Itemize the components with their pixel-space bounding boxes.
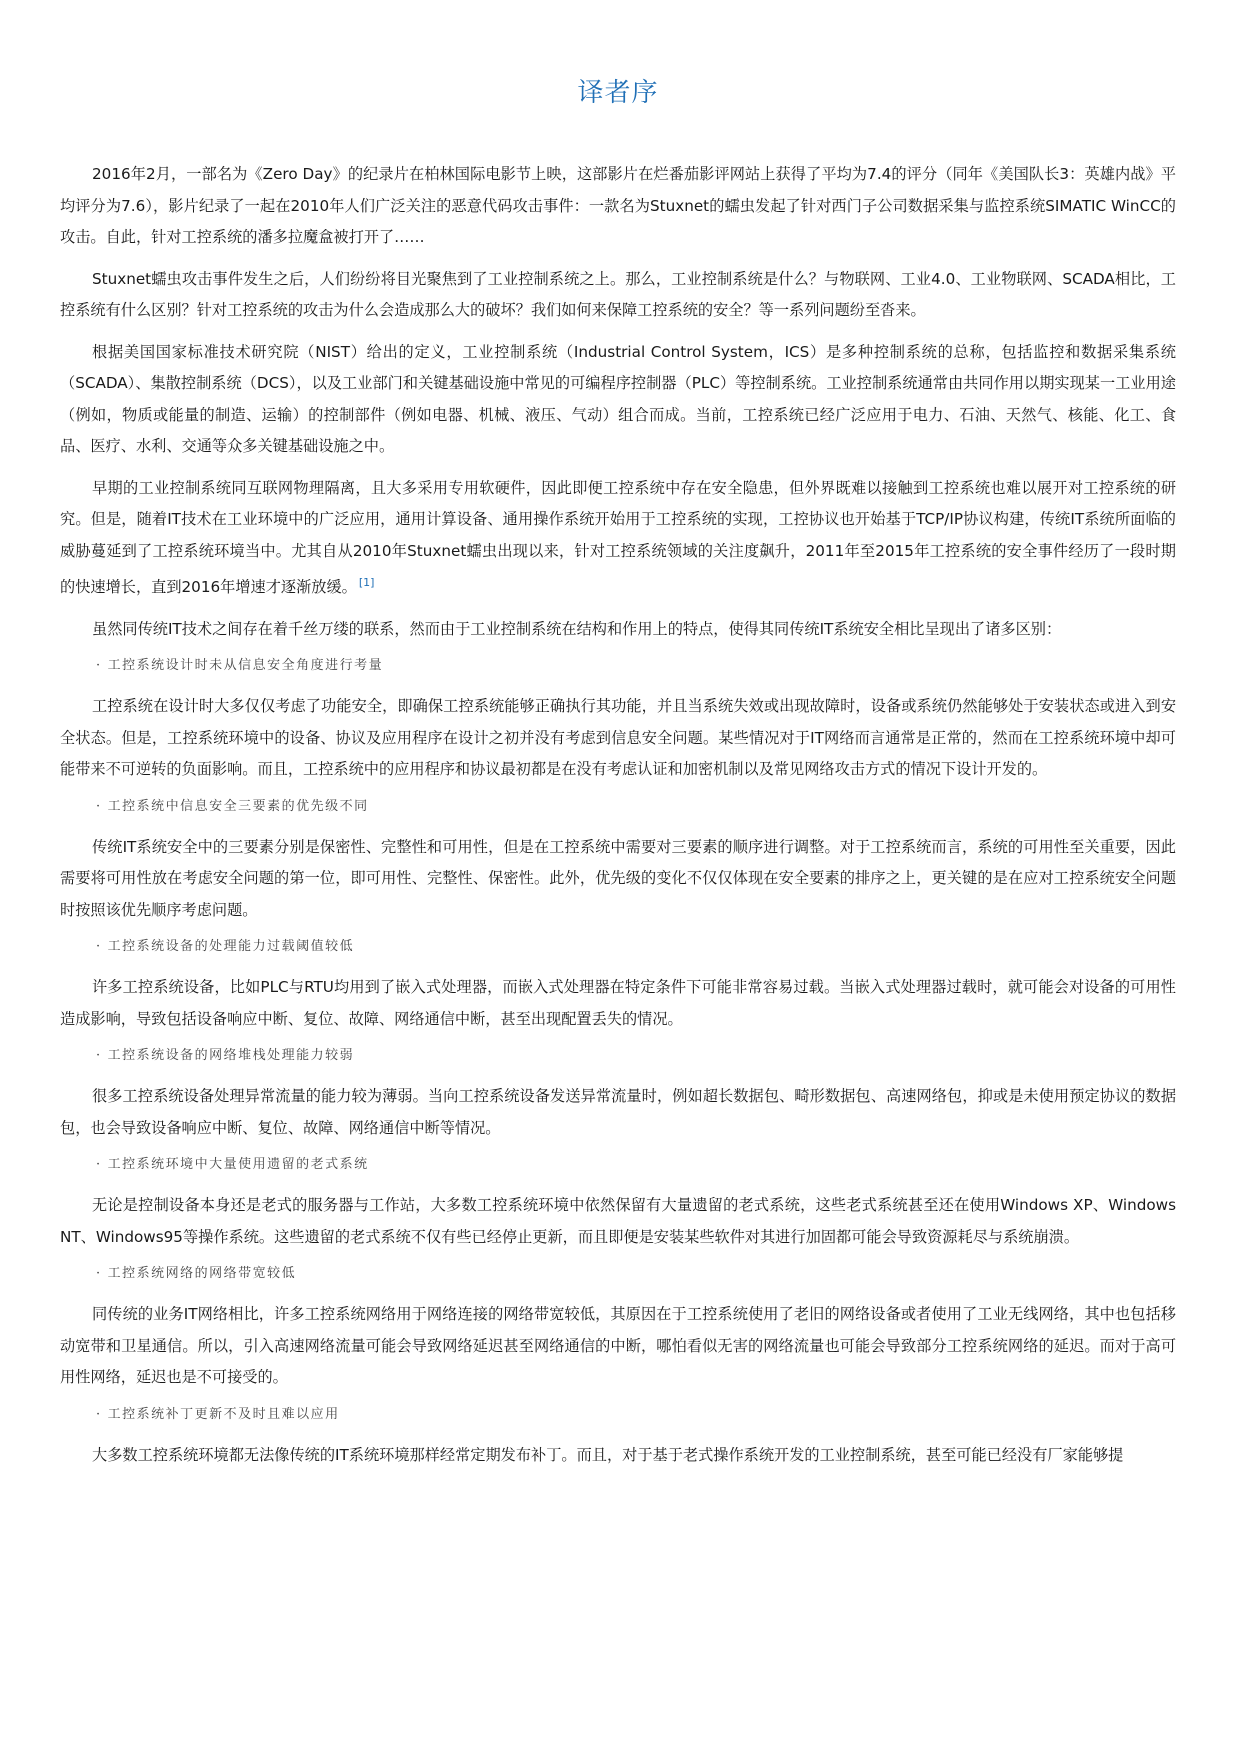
paragraph: 无论是控制设备本身还是老式的服务器与工作站，大多数工控系统环境中依然保留有大量遗留的老式系统，这些老式系统甚至还在使用Windows XP、Windows NT、Windows95等操作系统。这些遗留的老式系统不仅有些已经停止更新，而且即便是安装某些软件对其进行加固都可能会导致资源耗尽与系统崩溃。 bbox=[60, 1196, 1176, 1246]
bullet-text: 工控系统补丁更新不及时且难以应用 bbox=[107, 1406, 340, 1422]
paragraph: 根据美国国家标准技术研究院（NIST）给出的定义，工业控制系统（Industrial Control System，ICS）是多种控制系统的总称，包括监控和数据采集系统（SCADA）、集散控制系统（DCS），以及工业部门和关键基础设施中常见的可编程序控制器（PLC）等控制系统。工业控制系统通常由共同作用以期实现某一工业用途（例如，物质或能量的制造、运输）的控制部件（例如电器、机械、液压、气动）组合而成。当前，工控系统已经广泛应用于电力、石油、天然气、核能、化工、食品、医疗、水利、交通等众多关键基础设施之中。 bbox=[60, 342, 1176, 455]
bullet-text: 工控系统网络的网络带宽较低 bbox=[107, 1266, 297, 1281]
list-item bbox=[96, 796, 1176, 818]
paragraph: 传统IT系统安全中的三要素分别是保密性、完整性和可用性，但是在工控系统中需要对三要素的顺序进行调整。对于工控系统而言，系统的可用性至关重要，因此需要将可用性放在考虑安全问题的第一位，即可用性、完整性、保密性。此外，优先级的变化不仅仅体现在安全要素的排序之上，更关键的是在应对工控系统安全问题时按照该优先顺序考虑问题。 bbox=[60, 837, 1176, 919]
bullet-dot: · bbox=[96, 658, 102, 673]
list-item bbox=[96, 1404, 1176, 1426]
bullet-text: 工控系统环境中大量使用遗留的老式系统 bbox=[107, 1157, 369, 1172]
bullet-dot: · bbox=[96, 1048, 102, 1063]
list-item bbox=[96, 936, 1176, 958]
list-item bbox=[96, 1263, 1176, 1285]
bullet-dot: · bbox=[96, 1406, 102, 1422]
paragraph: 很多工控系统设备处理异常流量的能力较为薄弱。当向工控系统设备发送异常流量时，例如超长数据包、畸形数据包、高速网络包，抑或是未使用预定协议的数据包，也会导致设备响应中断、复位、故障、网络通信中断等情况。 bbox=[60, 1087, 1176, 1137]
paragraph: Stuxnet蠕虫攻击事件发生之后，人们纷纷将目光聚焦到了工业控制系统之上。那么，工业控制系统是什么？与物联网、工业4.0、工业物联网、SCADA相比，工控系统有什么区别？针对工控系统的攻击为什么会造成那么大的破坏？我们如何来保障工控系统的安全？等一系列问题纷至沓来。 bbox=[60, 269, 1176, 319]
paragraph bbox=[60, 473, 1176, 604]
bullet-dot: · bbox=[96, 1266, 102, 1281]
paragraph: 许多工控系统设备，比如PLC与RTU均用到了嵌入式处理器，而嵌入式处理器在特定条件下可能非常容易过载。当嵌入式处理器过载时，就可能会对设备的可用性造成影响，导致包括设备响应中断、复位、故障、网络通信中断，甚至出现配置丢失的情况。 bbox=[60, 978, 1176, 1028]
paragraph: 2016年2月，一部名为《Zero Day》的纪录片在柏林国际电影节上映，这部影片在烂番茄影评网站上获得了平均为7.4的评分（同年《美国队长3：英雄内战》平均评分为7.6），影片纪录了一起在2010年人们广泛关注的恶意代码攻击事件：一款名为Stuxnet的蠕虫发起了针对西门子公司数据采集与监控系统SIMATIC WinCC的攻击。自此，针对工控系统的潘多拉魔盒被打开了…… bbox=[60, 165, 1176, 246]
bullet-dot: · bbox=[96, 798, 102, 814]
bullet-text: 工控系统设备的网络堆栈处理能力较弱 bbox=[107, 1048, 355, 1063]
bullet-text: 工控系统中信息安全三要素的优先级不同 bbox=[107, 798, 369, 814]
paragraph: 虽然同传统IT技术之间存在着千丝万缕的联系，然而由于工业控制系统在结构和作用上的特点，使得其同传统IT系统安全相比呈现出了诸多区别： bbox=[92, 619, 1062, 638]
list-item bbox=[96, 1154, 1176, 1176]
paragraph-text: 早期的工业控制系统同互联网物理隔离，且大多采用专用软硬件，因此即便工控系统中存在安全隐患，但外界既难以接触到工控系统也难以展开对工控系统的研究。但是，随着IT技术在工业环境中的广泛应用，通用计算设备、通用操作系统开始用于工控系统的实现，工控协议也开始基于TCP/IP协议构建，传统IT系统所面临的威胁蔓延到了工控系统环境当中。尤其自从2010年Stuxnet蠕虫出现以来，针对工控系统领域的关注度飙升，2011年至2015年工控系统的安全事件经历了一段时期的快速增长，直到2016年增速才逐渐放缓。 bbox=[60, 478, 1176, 596]
paragraph: 大多数工控系统环境都无法像传统的IT系统环境那样经常定期发布补丁。而且，对于基于老式操作系统开发的工业控制系统，甚至可能已经没有厂家能够提 bbox=[92, 1445, 1124, 1464]
list-item bbox=[96, 655, 1176, 677]
bullet-dot: · bbox=[96, 1157, 102, 1172]
paragraph: 工控系统在设计时大多仅仅考虑了功能安全，即确保工控系统能够正确执行其功能，并且当系统失效或出现故障时，设备或系统仍然能够处于安装状态或进入到安全状态。但是，工控系统环境中的设备、协议及应用程序在设计之初并没有考虑到信息安全问题。某些情况对于IT网络而言通常是正常的，然而在工控系统环境中却可能带来不可逆转的负面影响。而且，工控系统中的应用程序和协议最初都是在没有考虑认证和加密机制以及常见网络攻击方式的情况下设计开发的。 bbox=[60, 697, 1176, 778]
list-item bbox=[96, 1045, 1176, 1067]
footnote-link[interactable]: [1] bbox=[358, 576, 375, 589]
paragraph: 同传统的业务IT网络相比，许多工控系统网络用于网络连接的网络带宽较低，其原因在于工控系统使用了老旧的网络设备或者使用了工业无线网络，其中也包括移动宽带和卫星通信。所以，引入高速网络流量可能会导致网络延迟甚至网络通信的中断，哪怕看似无害的网络流量也可能会导致部分工控系统网络的延迟。而对于高可用性网络，延迟也是不可接受的。 bbox=[60, 1305, 1176, 1386]
bullet-text: 工控系统设计时未从信息安全角度进行考量 bbox=[107, 658, 384, 673]
page-title: 译者序 bbox=[577, 78, 659, 108]
bullet-text: 工控系统设备的处理能力过载阈值较低 bbox=[107, 939, 355, 954]
bullet-dot: · bbox=[96, 939, 102, 954]
